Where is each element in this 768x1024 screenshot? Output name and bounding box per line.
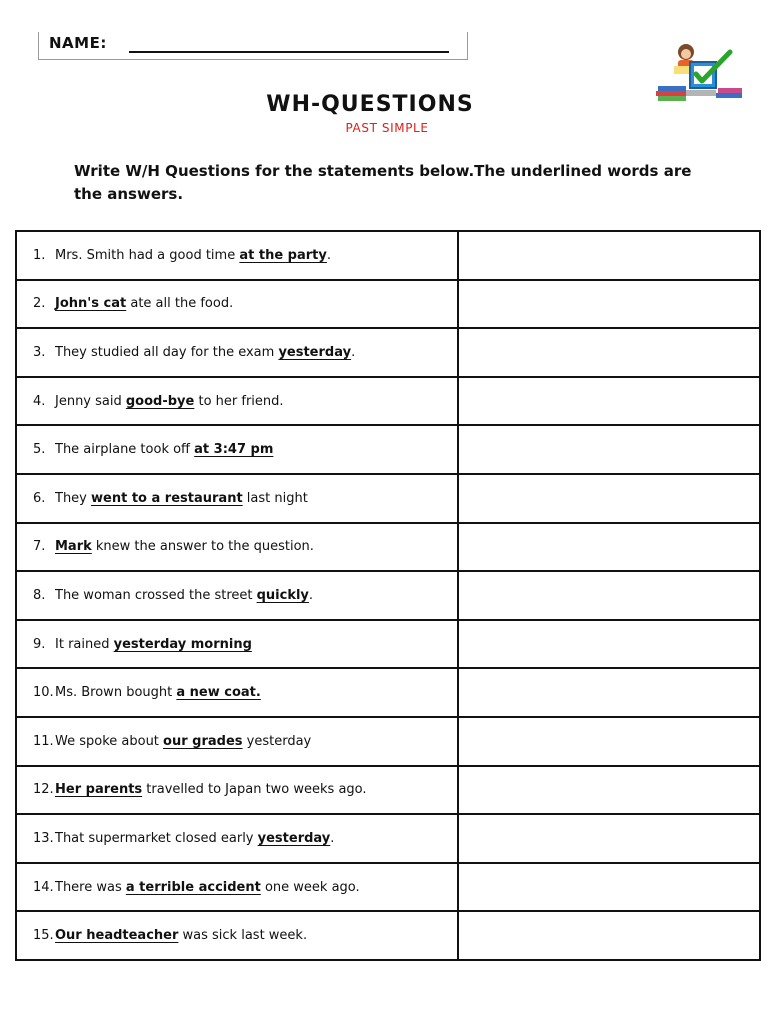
statement-cell bbox=[16, 717, 458, 766]
question-number: 4. bbox=[33, 393, 46, 409]
statement-text-after: yesterday bbox=[242, 733, 312, 749]
statement-cell bbox=[16, 523, 458, 572]
statement-cell bbox=[16, 231, 458, 280]
statement-cell bbox=[16, 474, 458, 523]
question-number: 10. bbox=[33, 685, 54, 701]
question-number: 15. bbox=[33, 928, 54, 944]
question-answer-cell[interactable] bbox=[458, 814, 760, 863]
statement-text-after: knew the answer to the question. bbox=[91, 539, 314, 555]
statement-cell bbox=[16, 377, 458, 426]
question-row bbox=[16, 231, 760, 280]
question-answer-cell[interactable] bbox=[458, 911, 760, 960]
underlined-answer: good-bye bbox=[125, 393, 195, 409]
underlined-answer: our grades bbox=[163, 733, 243, 749]
question-number: 2. bbox=[33, 296, 46, 312]
underlined-answer: went to a restaurant bbox=[91, 490, 243, 506]
question-answer-cell[interactable] bbox=[458, 668, 760, 717]
question-row bbox=[16, 717, 760, 766]
statement-text-before: They studied all day for the exam bbox=[55, 344, 279, 360]
question-row bbox=[16, 620, 760, 669]
statement-text-before: Ms. Brown bought bbox=[55, 685, 177, 701]
question-number: 5. bbox=[33, 442, 46, 458]
question-number: 14. bbox=[33, 879, 54, 895]
statement-text-before: It rained bbox=[55, 636, 114, 652]
question-answer-cell[interactable] bbox=[458, 717, 760, 766]
question-row bbox=[16, 863, 760, 912]
question-row bbox=[16, 280, 760, 329]
underlined-answer: a new coat. bbox=[176, 685, 261, 701]
question-row bbox=[16, 523, 760, 572]
question-number: 12. bbox=[33, 782, 54, 798]
question-row bbox=[16, 668, 760, 717]
underlined-answer: yesterday bbox=[278, 344, 352, 360]
questions-table-body bbox=[16, 231, 760, 960]
question-number: 1. bbox=[33, 247, 46, 263]
question-row bbox=[16, 814, 760, 863]
page-subtitle: PAST SIMPLE bbox=[345, 121, 429, 135]
statement-text-after: . bbox=[326, 247, 331, 263]
statement-cell bbox=[16, 814, 458, 863]
statement-text-before: The airplane took off bbox=[55, 442, 195, 458]
underlined-answer: at the party bbox=[239, 247, 327, 263]
underlined-answer: a terrible accident bbox=[125, 879, 261, 895]
statement-text-after: to her friend. bbox=[194, 393, 284, 409]
question-answer-cell[interactable] bbox=[458, 377, 760, 426]
statement-cell bbox=[16, 863, 458, 912]
question-answer-cell[interactable] bbox=[458, 620, 760, 669]
question-row bbox=[16, 377, 760, 426]
question-answer-cell[interactable] bbox=[458, 863, 760, 912]
question-answer-cell[interactable] bbox=[458, 571, 760, 620]
statement-text-before: That supermarket closed early bbox=[55, 830, 258, 846]
instructions: Write W/H Questions for the statements below.The underlined words are the answers. bbox=[74, 162, 692, 203]
statement-text-after: one week ago. bbox=[260, 879, 360, 895]
question-answer-cell[interactable] bbox=[458, 766, 760, 815]
statement-text-before: Mrs. Smith had a good time bbox=[55, 247, 240, 263]
question-row bbox=[16, 571, 760, 620]
question-number: 6. bbox=[33, 490, 46, 506]
question-answer-cell[interactable] bbox=[458, 425, 760, 474]
name-box bbox=[38, 32, 468, 60]
question-number: 13. bbox=[33, 830, 54, 846]
question-number: 9. bbox=[33, 636, 46, 652]
statement-text-after: was sick last week. bbox=[178, 928, 308, 944]
question-answer-cell[interactable] bbox=[458, 231, 760, 280]
question-answer-cell[interactable] bbox=[458, 474, 760, 523]
underlined-answer: John's cat bbox=[55, 296, 127, 312]
statement-cell bbox=[16, 668, 458, 717]
underlined-answer: Mark bbox=[55, 539, 92, 555]
question-row bbox=[16, 911, 760, 960]
statement-text-after: . bbox=[351, 344, 356, 360]
statement-cell bbox=[16, 280, 458, 329]
statement-text-before: Jenny said bbox=[55, 393, 126, 409]
question-number: 11. bbox=[33, 733, 54, 749]
statement-text-before: The woman crossed the street bbox=[55, 587, 257, 603]
statement-text-before: There was bbox=[55, 879, 126, 895]
statement-cell bbox=[16, 911, 458, 960]
question-row bbox=[16, 328, 760, 377]
question-row bbox=[16, 425, 760, 474]
question-answer-cell[interactable] bbox=[458, 280, 760, 329]
question-answer-cell[interactable] bbox=[458, 328, 760, 377]
statement-cell bbox=[16, 425, 458, 474]
statement-text-after: ate all the food. bbox=[126, 296, 234, 312]
statement-text-after: . bbox=[308, 587, 314, 603]
statement-text-after: . bbox=[330, 830, 335, 846]
question-row bbox=[16, 766, 760, 815]
question-number: 7. bbox=[33, 539, 46, 555]
page-title: WH-QUESTIONS bbox=[266, 92, 474, 117]
question-answer-cell[interactable] bbox=[458, 523, 760, 572]
underlined-answer: Her parents bbox=[55, 782, 143, 798]
statement-text-before: We spoke about bbox=[55, 733, 164, 749]
underlined-answer: yesterday bbox=[257, 830, 331, 846]
statement-cell bbox=[16, 620, 458, 669]
statement-cell bbox=[16, 766, 458, 815]
question-number: 3. bbox=[33, 344, 46, 360]
underlined-answer: Our headteacher bbox=[55, 928, 179, 944]
name-label: NAME: bbox=[49, 34, 107, 52]
statement-text-after: last night bbox=[242, 490, 308, 506]
statement-cell bbox=[16, 571, 458, 620]
name-line[interactable] bbox=[129, 51, 449, 53]
question-row bbox=[16, 474, 760, 523]
underlined-answer: at 3:47 pm bbox=[194, 442, 274, 458]
statement-text-before: They bbox=[55, 490, 92, 506]
question-number: 8. bbox=[33, 587, 46, 603]
underlined-answer: quickly bbox=[256, 587, 309, 603]
statement-text-after: travelled to Japan two weeks ago. bbox=[142, 782, 367, 798]
questions-table bbox=[15, 230, 761, 961]
statement-cell bbox=[16, 328, 458, 377]
underlined-answer: yesterday morning bbox=[113, 636, 252, 652]
